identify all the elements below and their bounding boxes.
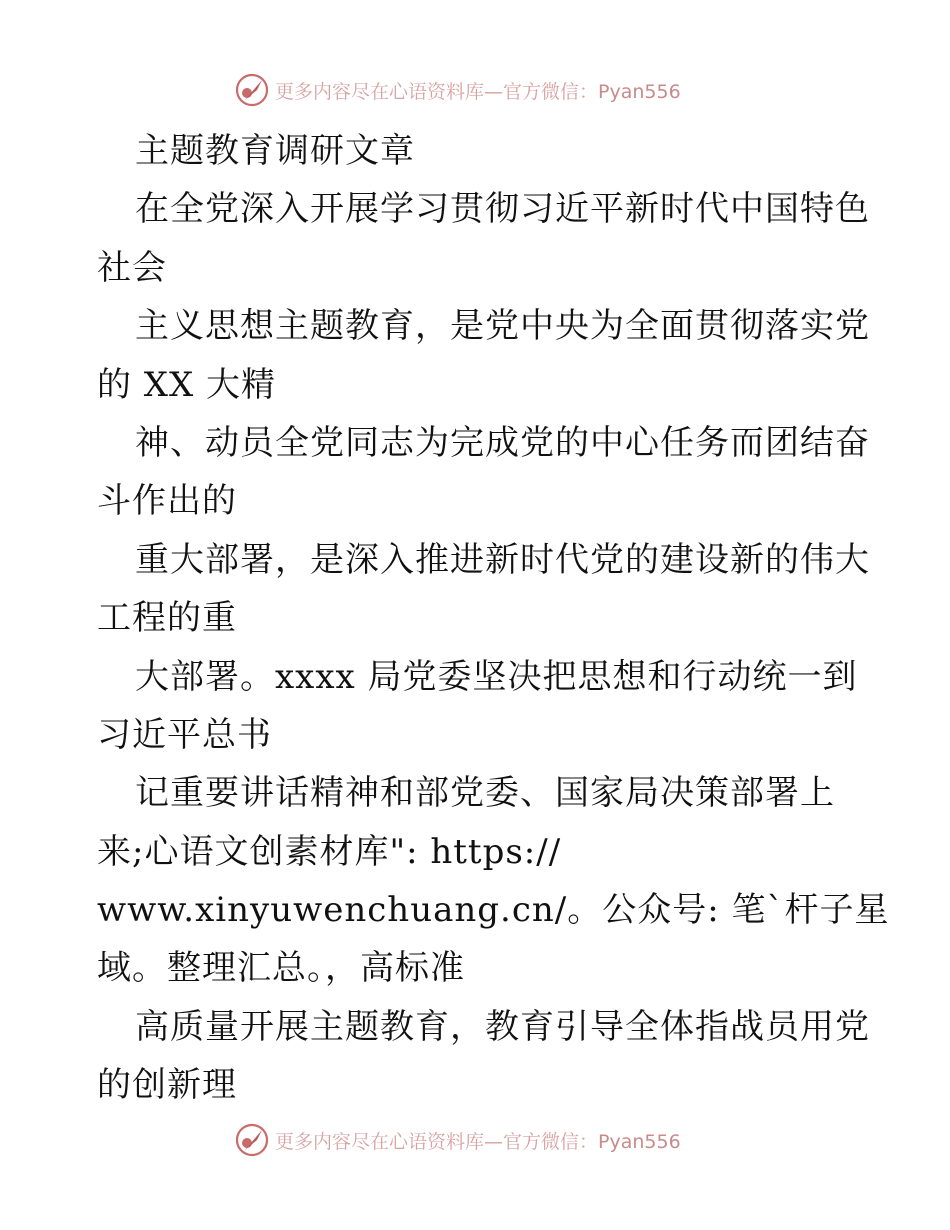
text-line: 主题教育调研文章 [135,131,415,171]
text-line: 高质量开展主题教育，教育引导全体指战员用党 [135,1006,870,1047]
feather-logo-icon [235,73,269,107]
text-line: 记重要讲话精神和部党委、国家局决策部署上 [135,773,835,814]
text-line: 斗作出的 [97,481,237,522]
text-line: www.xinyuwenchuang.cn/。公众号: 笔`杆子星 [97,890,890,931]
text-line: 神、动员全党同志为完成党的中心任务而团结奋 [135,422,870,463]
feather-logo-icon [235,1123,269,1157]
text-line: 域。整理汇总。，高标准 [97,948,465,989]
text-line: 的创新理 [97,1065,237,1106]
text-line: 社会 [97,247,167,288]
watermark-text: 更多内容尽在心语资料库—官方微信：Pyan556 [275,80,681,103]
watermark-banner-top [235,72,715,108]
text-line: 重大部署，是深入推进新时代党的建设新的伟大 [135,539,870,580]
text-line: 在全党深入开展学习贯彻习近平新时代中国特色 [135,189,870,230]
watermark-text: 更多内容尽在心语资料库—官方微信：Pyan556 [275,1130,681,1153]
text-line: 的 XX 大精 [97,364,277,405]
text-line: 主义思想主题教育，是党中央为全面贯彻落实党 [135,306,870,347]
text-line: 大部署。xxxx 局党委坚决把思想和行动统一到 [135,656,858,697]
text-line: 来;心语文创素材库": https:// [97,831,562,872]
text-line: 工程的重 [97,598,237,639]
watermark-banner-bottom [235,1122,715,1158]
document-body [97,122,890,1115]
text-line: 习近平总书 [97,714,272,755]
